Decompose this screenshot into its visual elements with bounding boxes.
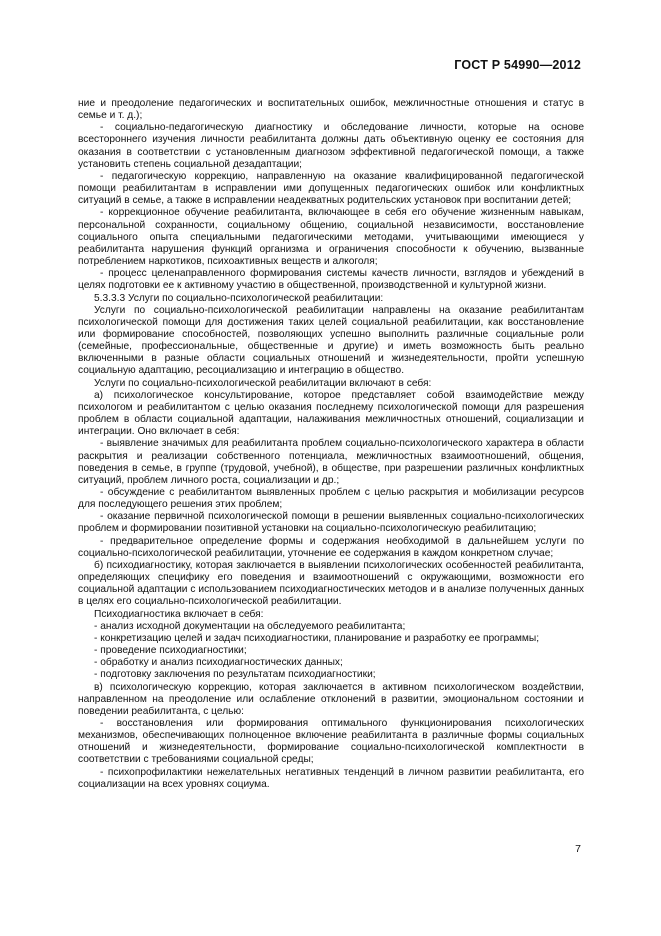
section-heading: 5.3.3.3 Услуги по социально-психологической реабилитации: xyxy=(94,292,384,304)
list-item: - выявление значимых для реабилитанта проблем социально-психологического характера в области раскрытия и реализации собственного потенциала, межличностных взаимоотношений, общения, поведения в семье, в группе (трудовой, учебной), в обществе, при разрешении различных конфликтных ситуаций, проблем личного роста, социализации и др.; xyxy=(78,438,584,486)
list-item: - коррекционное обучение реабилитанта, включающее в себя его обучение жизненным навыкам, персональной сохранности, социальному общению, социальной независимости, восстановление социального опыта специальными педагогическими методами, учитывающими имеющиеся у реабилитанта нарушения функций организма и ограничения способности к обучению, вызванные потреблением наркотиков, психоактивных веществ и алкоголя; xyxy=(78,207,584,268)
lettered-item: в) психологическую коррекцию, которая заключается в активном психологическом воздействии, направленном на преодоление или ослабление отклонений в развитии, эмоциональном состоянии и поведении реабилитанта, с целью: xyxy=(78,681,584,717)
lettered-item: б) психодиагностику, которая заключается в выявлении психологических особенностей реабилитанта, определяющих специфику его поведения и взаимоотношений с окружающими, возможности его социальной адаптации с использованием психодиагностических методов и в анализе полученных данных в целях его социально-психологической реабилитации. xyxy=(78,559,584,608)
list-item: - конкретизацию целей и задач психодиагностики, планирование и разработку ее программы; xyxy=(94,632,540,644)
lettered-item: а) психологическое консультирование, которое представляет собой взаимодействие между психологом и реабилитантом с целью оказания последнему психологической помощи для разрешения проблем в области социальной адаптации, налаживания межличностных отношений, социализации и интеграции. Оно включает в себя: xyxy=(78,389,584,438)
list-item: - обсуждение с реабилитантом выявленных проблем с целью раскрытия и мобилизации ресурсов для последующего решения этих проблем; xyxy=(78,487,584,511)
list-item: - восстановления или формирования оптимального функционирования психологических механизмов, обеспечивающих полноценное включение реабилитанта в различные формы социальных отношений и жизнедеятельности, формирование социально-психологической комплектности в соответствии с требованиями социальной среды; xyxy=(78,717,584,766)
list-item: - анализ исходной документации на обследуемого реабилитанта; xyxy=(94,620,406,632)
paragraph: Услуги по социально-психологической реабилитации включают в себя: xyxy=(94,377,432,389)
document-header-code: ГОСТ Р 54990—2012 xyxy=(454,58,581,72)
list-item: - оказание первичной психологической помощи в решении выявленных социально-психологических проблем и формировании позитивной установки на социально-психологическую реабилитацию; xyxy=(78,511,584,535)
list-item: - подготовку заключения по результатам психодиагностики; xyxy=(94,669,376,681)
paragraph: ние и преодоление педагогических и воспитательных ошибок, межличностные отношения и статус в семье и т. д.); xyxy=(78,98,584,122)
page-number: 7 xyxy=(575,843,581,855)
document-body xyxy=(78,98,584,791)
paragraph: Психодиагностика включает в себя: xyxy=(94,608,264,620)
list-item: - педагогическую коррекцию, направленную на оказание квалифицированной педагогической помощи реабилитантам в исправлении ими допущенных педагогических ошибок или конфликтных ситуаций в семье, а также в исправлении неадекватных родительских установок при воспитании детей; xyxy=(78,170,584,207)
paragraph: Услуги по социально-психологической реабилитации направлены на оказание реабилитантам психологической помощи для достижения таких целей социальной реабилитации, как восстановление или формирование способностей, позволяющих успешно выполнить различные социальные роли (семейные, профессиональные, общественные и другие) и иметь возможность быть реально включенными в разные области социальных отношений и жизнедеятельности, пройти успешную социальную адаптацию, ресоциализацию и интеграцию в общество. xyxy=(78,304,584,377)
list-item: - психопрофилактики нежелательных негативных тенденций в личном развитии реабилитанта, его социализации на всех уровнях социума. xyxy=(78,766,584,790)
list-item: - предварительное определение формы и содержания необходимой в дальнейшем услуги по социально-психологической реабилитации, уточнение ее содержания в каждом конкретном случае; xyxy=(78,535,584,559)
list-item: - социально-педагогическую диагностику и обследование личности, которые на основе всестороннего изучения личности реабилитанта должны дать объективную оценку ее состояния для оказания в соответствии с установленным диагнозом эффективной педагогической помощи, а также установить степень социальной дезадаптации; xyxy=(78,122,584,170)
list-item: - обработку и анализ психодиагностических данных; xyxy=(94,657,343,669)
list-item: - процесс целенаправленного формирования системы качеств личности, взглядов и убеждений в целях подготовки ее к активному участию в общественной, производственной и культурной жизни. xyxy=(78,268,584,292)
list-item: - проведение психодиагностики; xyxy=(94,645,247,657)
